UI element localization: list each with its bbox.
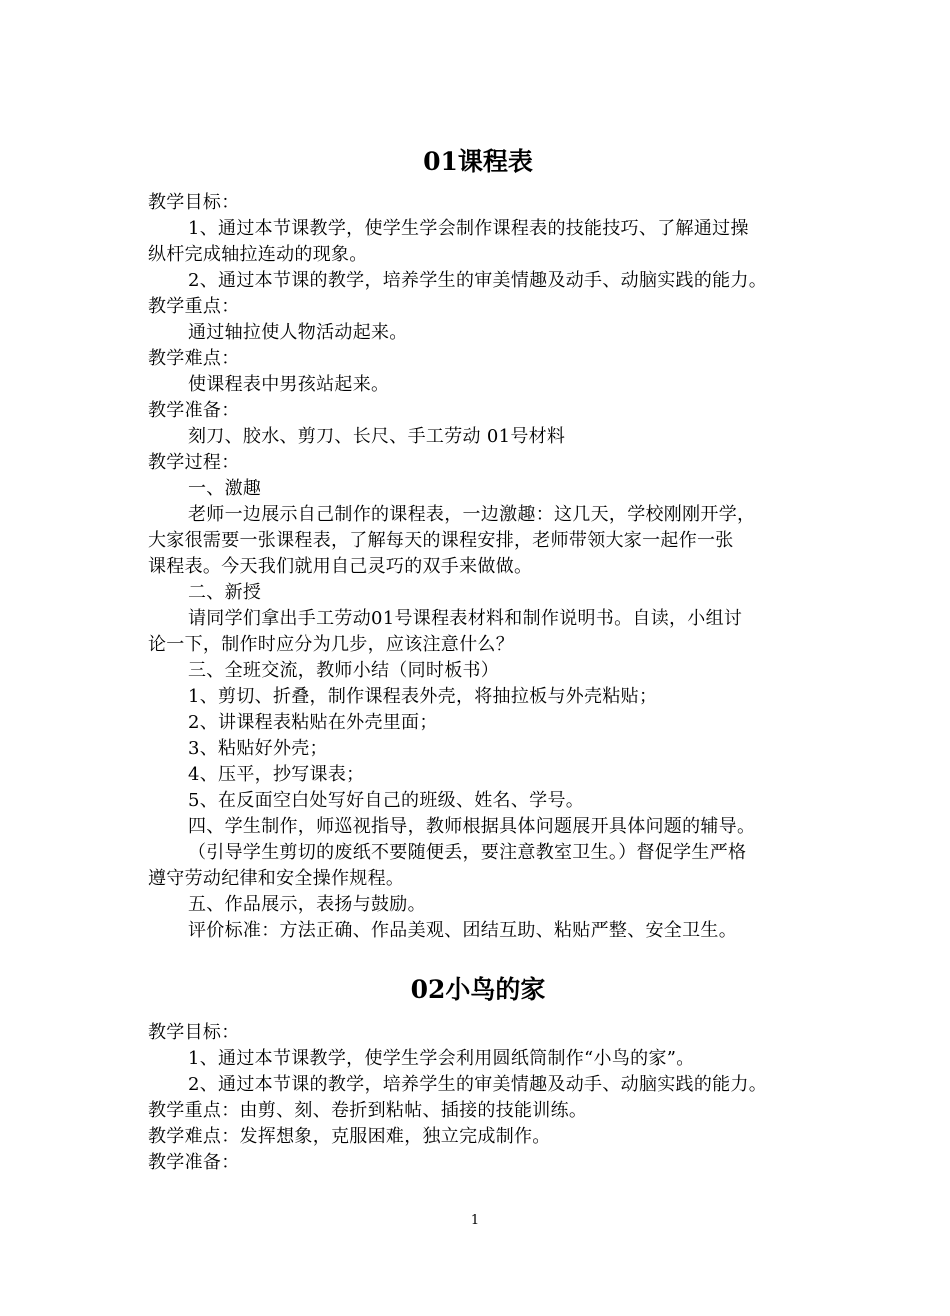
paragraph-line: 遵守劳动纪律和安全操作规程。 [148, 868, 405, 889]
paragraph-line: 1、通过本节课教学，使学生学会利用圆纸筒制作“小鸟的家”。 [188, 1048, 695, 1069]
heading-difficulties: 教学难点：发挥想象，克服困难，独立完成制作。 [148, 1126, 551, 1147]
paragraph-line: 1、通过本节课教学，使学生学会制作课程表的技能技巧、了解通过操 [188, 218, 749, 239]
paragraph-line: 请同学们拿出手工劳动01号课程表材料和制作说明书。自读，小组讨 [188, 608, 743, 629]
list-item: 3、粘贴好外壳； [188, 738, 328, 759]
list-item: 1、剪切、折叠，制作课程表外壳，将抽拉板与外壳粘贴； [188, 686, 658, 707]
subheading: 三、全班交流，教师小结（同时板书） [188, 660, 500, 681]
heading-objectives: 教学目标： [148, 1022, 240, 1043]
list-item: 2、讲课程表粘贴在外壳里面； [188, 712, 438, 733]
heading-objectives: 教学目标： [148, 192, 240, 213]
list-item: 5、在反面空白处写好自己的班级、姓名、学号。 [188, 790, 585, 811]
paragraph-line: 刻刀、胶水、剪刀、长尺、手工劳动 01号材料 [188, 426, 566, 447]
page-number: 1 [470, 1213, 480, 1228]
section-title-2: 02小鸟的家 [410, 975, 546, 1004]
paragraph-line: （引导学生剪切的废纸不要随便丢，要注意教室卫生。）督促学生严格 [188, 842, 747, 863]
paragraph-line: 纵杆完成轴拉连动的现象。 [148, 244, 368, 265]
paragraph-line: 评价标准：方法正确、作品美观、团结互助、粘贴严整、安全卫生。 [188, 920, 737, 941]
paragraph-line: 论一下，制作时应分为几步，应该注意什么？ [148, 634, 514, 655]
subheading: 五、作品展示，表扬与鼓励。 [188, 894, 426, 915]
paragraph-line: 2、通过本节课的教学，培养学生的审美情趣及动手、动脑实践的能力。 [188, 270, 768, 291]
paragraph-line: 老师一边展示自己制作的课程表，一边激趣：这几天，学校刚刚开学， [188, 504, 756, 525]
subheading: 一、激趣 [188, 478, 262, 499]
heading-preparation: 教学准备： [148, 400, 240, 421]
heading-key-points: 教学重点：由剪、刻、卷折到粘帖、插接的技能训练。 [148, 1100, 588, 1121]
heading-difficulties: 教学难点： [148, 348, 240, 369]
paragraph-line: 使课程表中男孩站起来。 [188, 374, 390, 395]
heading-process: 教学过程： [148, 452, 240, 473]
subheading: 四、学生制作，师巡视指导，教师根据具体问题展开具体问题的辅导。 [188, 816, 756, 837]
paragraph-line: 2、通过本节课的教学，培养学生的审美情趣及动手、动脑实践的能力。 [188, 1074, 768, 1095]
paragraph-line: 通过轴拉使人物活动起来。 [188, 322, 408, 343]
heading-key-points: 教学重点： [148, 296, 240, 317]
section-title-1: 01课程表 [423, 147, 533, 176]
heading-preparation: 教学准备： [148, 1152, 240, 1173]
list-item: 4、压平，抄写课表； [188, 764, 365, 785]
paragraph-line: 课程表。今天我们就用自己灵巧的双手来做做。 [148, 556, 533, 577]
subheading: 二、新授 [188, 582, 262, 603]
paragraph-line: 大家很需要一张课程表，了解每天的课程安排，老师带领大家一起作一张 [148, 530, 734, 551]
